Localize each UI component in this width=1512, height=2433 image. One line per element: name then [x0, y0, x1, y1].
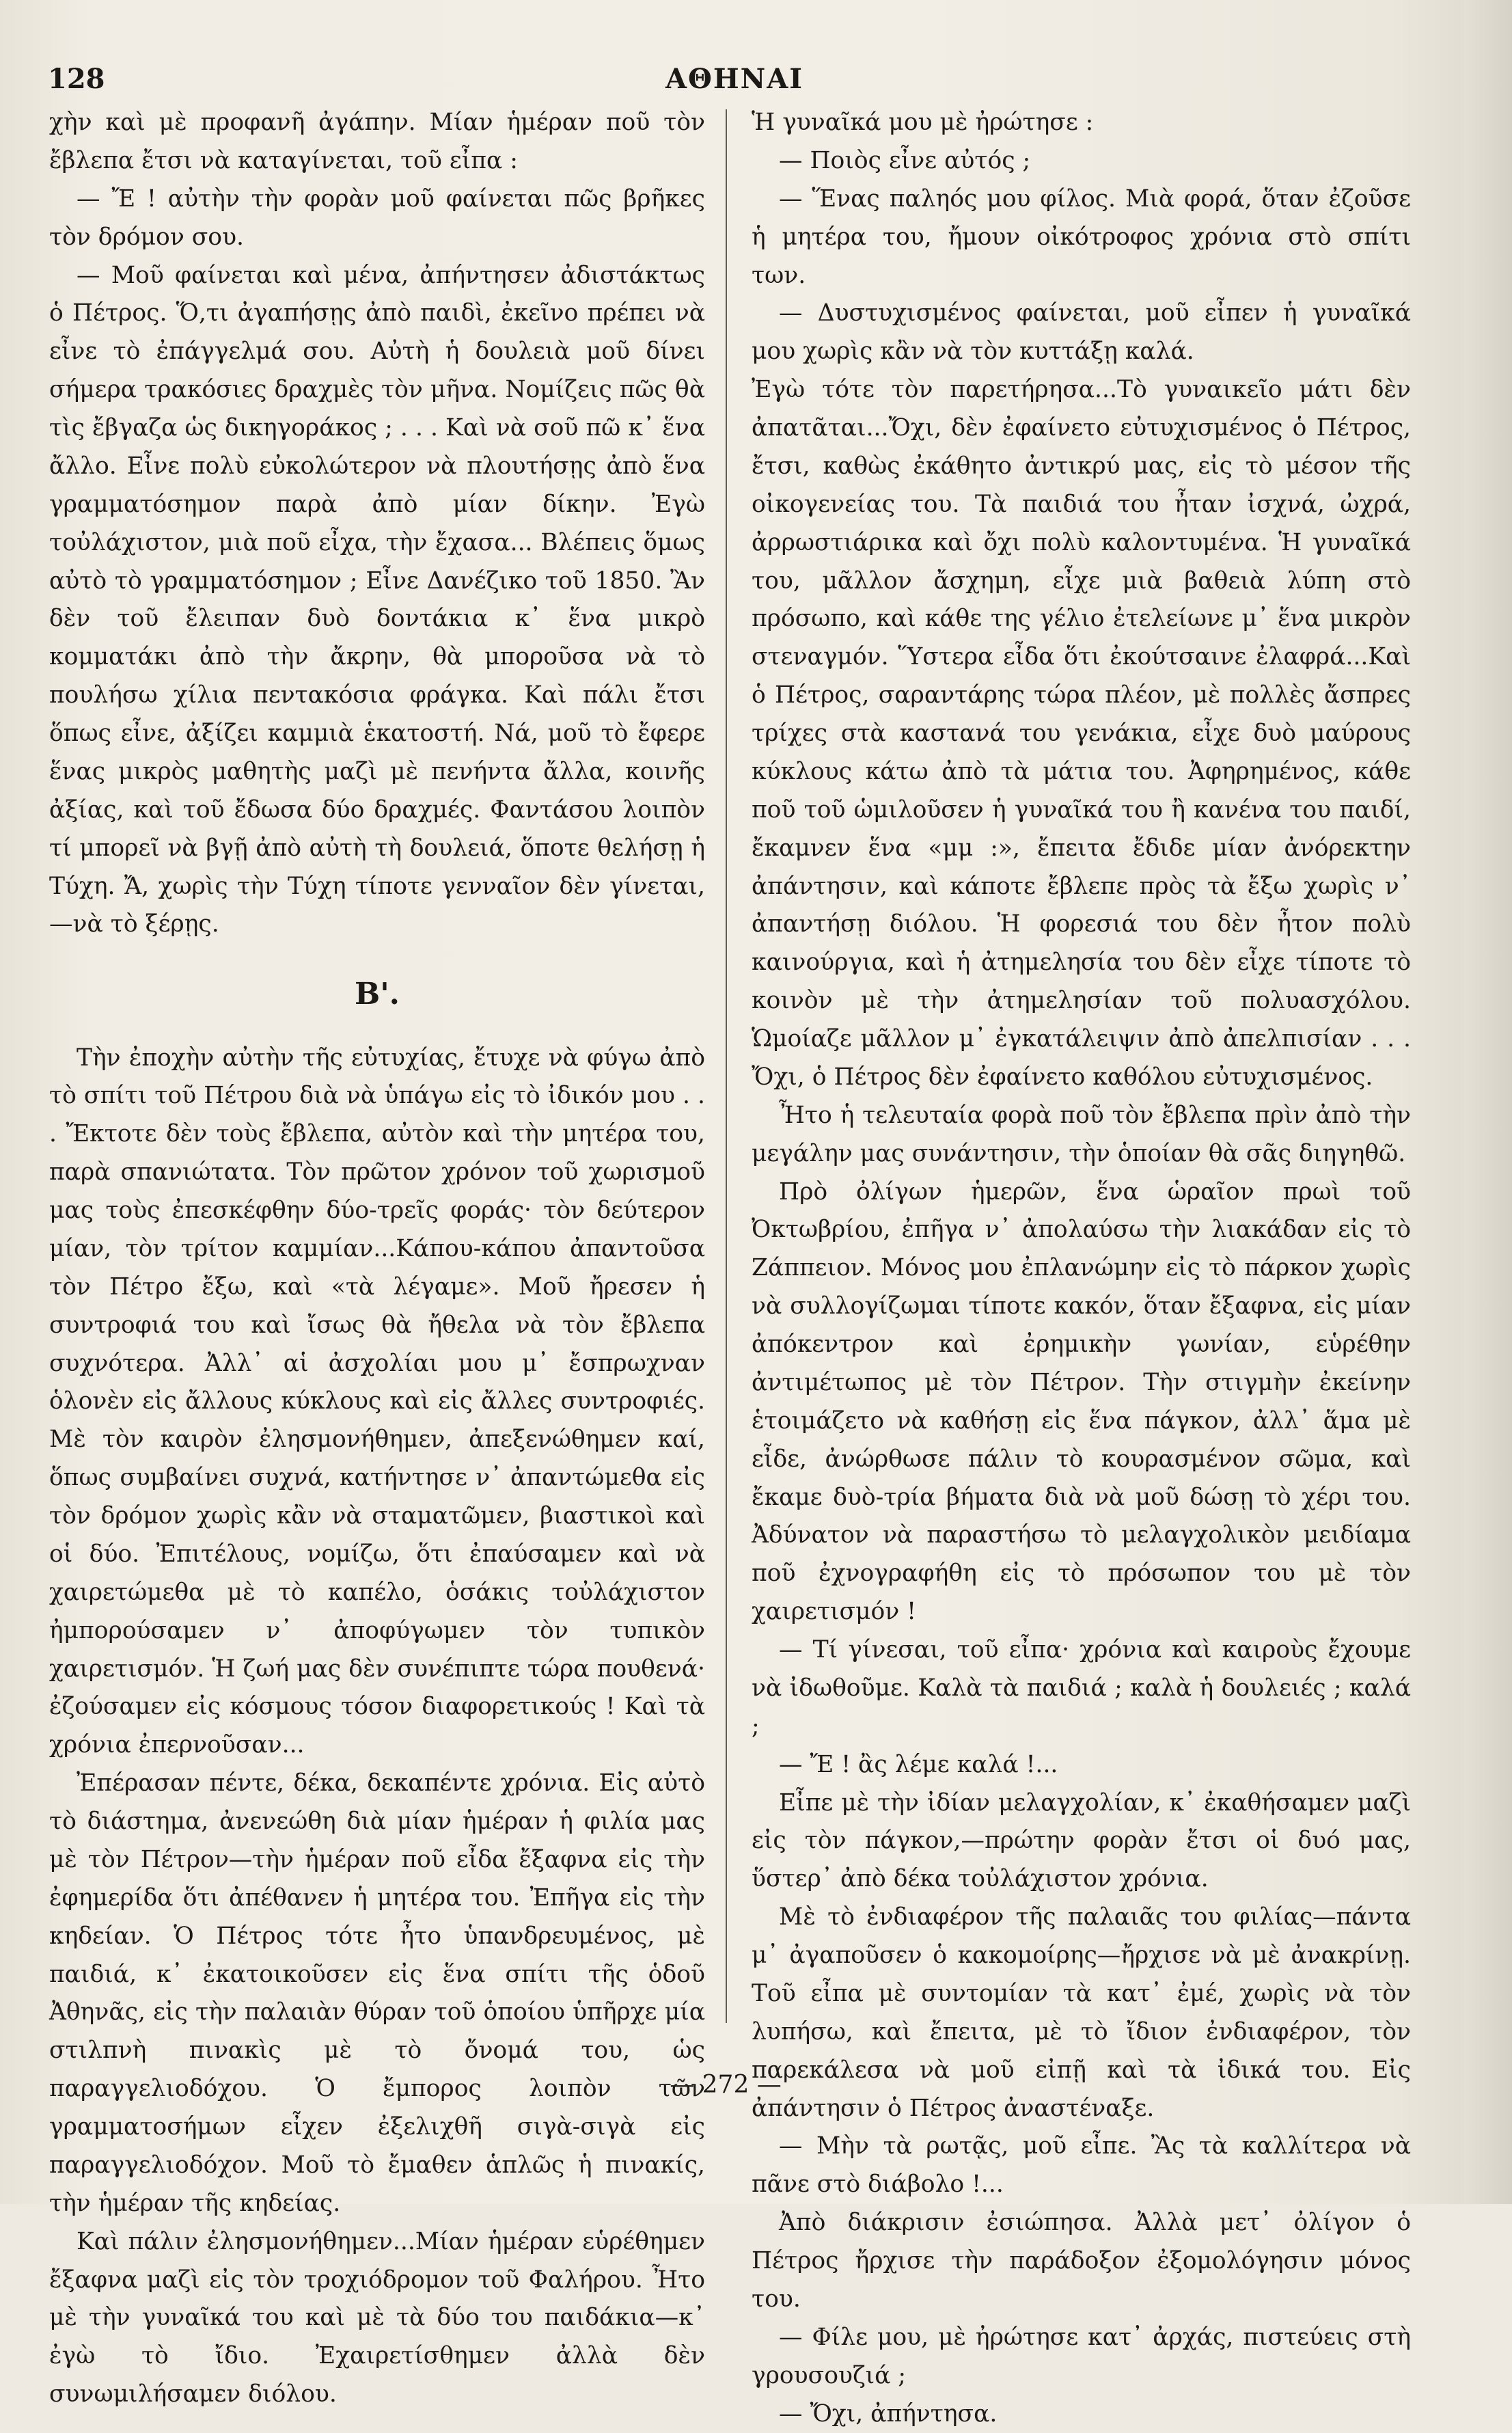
right-paragraph-3: — Ἕνας παληός μου φίλος. Μιὰ φορά, ὅταν ἐζοῦσε ἡ μητέρα του, ἤμουν οἰκότροφος χρόνια στὸ σπίτι των. — [752, 180, 1411, 295]
right-paragraph-4: — Δυστυχισμένος φαίνεται, μοῦ εἶπεν ἡ γυναῖκά μου χωρὶς κἂν νὰ τὸν κυττάξῃ καλά. — [752, 295, 1411, 371]
left-column — [49, 104, 705, 2414]
section-mark: Β'. — [49, 970, 705, 1018]
page-number: 128 — [48, 63, 105, 95]
right-column — [752, 104, 1411, 2433]
right-paragraph-7: Πρὸ ὀλίγων ἡμερῶν, ἕνα ὡραῖον πρωὶ τοῦ Ὀκτωβρίου, ἐπῆγα ν᾽ ἀπολαύσω τὴν λιακάδαν εἰς τὸ Ζάππειον. Μόνος μου ἐπλανώμην εἰς τὸ πάρκον χωρὶς νὰ συλλογίζωμαι τίποτε κακόν, ὅταν ἔξαφνα, εἰς μίαν ἀπόκεντρον καὶ ἐρημικὴν γωνίαν, εὑρέθην ἀντιμέτωπος μὲ τὸν Πέτρον. Τὴν στιγμὴν ἐκείνην ἑτοιμάζετο νὰ καθήσῃ εἰς ἕνα πάγκον, ἀλλ᾽ ἅμα μὲ εἶδε, ἀνώρθωσε πάλιν τὸ κουρασμένον σῶμα, καὶ ἔκαμε δυὸ-τρία βήματα διὰ νὰ μοῦ δώσῃ τὸ χέρι του. Ἀδύνατον νὰ παραστήσω τὸ μελαγχολικὸν μειδίαμα ποῦ ἐχνογραφήθη εἰς τὸ πρόσωπον του μὲ τὸν χαιρετισμόν ! — [752, 1173, 1411, 1632]
right-paragraph-15: — Ὄχι, ἀπήντησα. — [752, 2395, 1411, 2433]
left-paragraph-1: χὴν καὶ μὲ προφανῆ ἀγάπην. Μίαν ἡμέραν ποῦ τὸν ἔβλεπα ἔτσι νὰ καταγίνεται, τοῦ εἶπα : — [49, 104, 705, 180]
adjacent-page-edge — [1464, 0, 1512, 2204]
right-paragraph-14: — Φίλε μου, μὲ ἠρώτησε κατ᾽ ἀρχάς, πιστεύεις στὴ γρουσουζιά ; — [752, 2319, 1411, 2395]
left-paragraph-4: Τὴν ἐποχὴν αὐτὴν τῆς εὐτυχίας, ἔτυχε νὰ φύγω ἀπὸ τὸ σπίτι τοῦ Πέτρου διὰ νὰ ὑπάγω εἰς τὸ ἰδικόν μου . . . Ἔκτοτε δὲν τοὺς ἔβλεπα, αὐτὸν καὶ τὴν μητέρα του, παρὰ σπανιώτατα. Τὸν πρῶτον χρόνον τοῦ χωρισμοῦ μας τοὺς ἐπεσκέφθην δύο-τρεῖς φοράς· τὸν δεύτερον μίαν, τὸν τρίτον καμμίαν...Κάπου-κάπου ἀπαντοῦσα τὸν Πέτρο ἔξω, καὶ «τὰ λέγαμε». Μοῦ ἤρεσεν ἡ συντροφιά του καὶ ἴσως θὰ ἤθελα νὰ τὸν ἔβλεπα συχνότερα. Ἀλλ᾽ αἱ ἀσχολίαι μου μ᾽ ἔσπρωχναν ὁλονὲν εἰς ἄλλους κύκλους καὶ εἰς ἄλλες συντροφιές. Μὲ τὸν καιρὸν ἐλησμονήθημεν, ἀπεξενώθημεν καί, ὅπως συμβαίνει συχνά, κατήντησε ν᾽ ἀπαντώμεθα εἰς τὸν δρόμον χωρὶς κἂν νὰ σταματῶμεν, βιαστικοὶ καὶ οἱ δύο. Ἐπιτέλους, νομίζω, ὅτι ἐπαύσαμεν καὶ νὰ χαιρετώμεθα μὲ τὸ καπέλο, ὁσάκις τοὐλάχιστον ἠμπορούσαμεν ν᾽ ἀποφύγωμεν τὸν τυπικὸν χαιρετισμόν. Ἡ ζωή μας δὲν συνέπιπτε τώρα πουθενά· ἐζούσαμεν εἰς κόσμους τόσον διαφορετικούς ! Καὶ τὰ χρόνια ἐπερνοῦσαν... — [49, 1039, 705, 1765]
running-title: ΑΘΗΝΑΙ — [48, 63, 1421, 95]
right-paragraph-2: — Ποιὸς εἶνε αὐτός ; — [752, 142, 1411, 180]
right-paragraph-10: Εἶπε μὲ τὴν ἰδίαν μελαγχολίαν, κ᾽ ἐκαθήσαμεν μαζὶ εἰς τὸν πάγκον,—πρώτην φορὰν ἔτσι οἱ δυό μας, ὕστερ᾽ ἀπὸ δέκα τοὐλάχιστον χρόνια. — [752, 1784, 1411, 1899]
right-paragraph-1: Ἡ γυναῖκά μου μὲ ἠρώτησε : — [752, 104, 1411, 142]
right-paragraph-5: Ἐγὼ τότε τὸν παρετήρησα...Τὸ γυναικεῖο μάτι δὲν ἀπατᾶται...Ὄχι, δὲν ἐφαίνετο εὐτυχισμένος ὁ Πέτρος, ἔτσι, καθὼς ἐκάθητο ἀντικρύ μας, εἰς τὸ μέσον τῆς οἰκογενείας του. Τὰ παιδιά του ἦταν ἰσχνά, ὠχρά, ἀρρωστιάρικα καὶ ὄχι πολὺ καλοντυμένα. Ἡ γυναῖκά του, μᾶλλον ἄσχημη, εἶχε μιὰ βαθειὰ λύπη στὸ πρόσωπο, καὶ κάθε της γέλιο ἐτελείωνε μ᾽ ἕνα μικρὸν στεναγμόν. Ὕστερα εἶδα ὅτι ἐκούτσαινε ἐλαφρά...Καὶ ὁ Πέτρος, σαραντάρης τώρα πλέον, μὲ πολλὲς ἄσπρες τρίχες στὰ καστανά του γενάκια, εἶχε δυὸ μαύρους κύκλους κάτω ἀπὸ τὰ μάτια του. Ἀφηρημένος, κάθε ποῦ τοῦ ὡμιλοῦσεν ἡ γυναῖκά του ἢ κανένα του παιδί, ἔκαμνεν ἕνα «μμ :», ἔπειτα ἔδιδε μίαν ἀνόρεκτην ἀπάντησιν, καὶ κάποτε ἔβλεπε πρὸς τὰ ἔξω χωρὶς ν᾽ ἀπαντήσῃ διόλου. Ἡ φορεσιά του δὲν ἦτον πολὺ καινούργια, καὶ ἡ ἀτημελησία του δὲν εἶχε τίποτε τὸ κοινὸν μὲ τὴν ἀτημελησίαν τοῦ πολυασχόλου. Ὡμοίαζε μᾶλλον μ᾽ ἐγκατάλειψιν ἀπὸ ἀπελπισίαν . . . Ὄχι, ὁ Πέτρος δὲν ἐφαίνετο καθόλου εὐτυχισμένος. — [752, 371, 1411, 1097]
right-paragraph-9: — Ἔ ! ἂς λέμε καλά !... — [752, 1746, 1411, 1784]
right-paragraph-13: Ἀπὸ διάκρισιν ἐσιώπησα. Ἀλλὰ μετ᾽ ὀλίγον ὁ Πέτρος ἤρχισε τὴν παράδοξον ἐξομολόγησιν μόνος του. — [752, 2204, 1411, 2319]
left-paragraph-3: — Μοῦ φαίνεται καὶ μένα, ἀπήντησεν ἀδιστάκτως ὁ Πέτρος. Ὅ,τι ἀγαπήσῃς ἀπὸ παιδὶ, ἐκεῖνο πρέπει νὰ εἶνε τὸ ἐπάγγελμά σου. Αὐτὴ ἡ δουλειὰ μοῦ δίνει σήμερα τρακόσιες δραχμὲς τὸν μῆνα. Νομίζεις πῶς θὰ τὶς ἔβγαζα ὡς δικηγοράκος ; . . . Καὶ νὰ σοῦ πῶ κ᾽ ἕνα ἄλλο. Εἶνε πολὺ εὐκολώτερον νὰ πλουτήσῃς ἀπὸ ἕνα γραμματόσημον παρὰ ἀπὸ μίαν δίκην. Ἐγὼ τοὐλάχιστον, μιὰ ποῦ εἶχα, τὴν ἔχασα... Βλέπεις ὅμως αὐτὸ τὸ γραμματόσημον ; Εἶνε Δανέζικο τοῦ 1850. Ἂν δὲν τοῦ ἔλειπαν δυὸ δοντάκια κ᾽ ἕνα μικρὸ κομματάκι ἀπὸ τὴν ἄκρην, θὰ μποροῦσα νὰ τὸ πουλήσω χίλια πεντακόσια φράγκα. Καὶ πάλι ἔτσι ὅπως εἶνε, ἀξίζει καμμιὰ ἑκατοστή. Νά, μοῦ τὸ ἔφερε ἕνας μικρὸς μαθητὴς μαζὶ μὲ πενήντα ἄλλα, κοινῆς ἀξίας, καὶ τοῦ ἔδωσα δύο δραχμές. Φαντάσου λοιπὸν τί μπορεῖ νὰ βγῇ ἀπὸ αὐτὴ τὴ δουλειά, ὅποτε θελήσῃ ἡ Τύχη. Ἄ, χωρὶς τὴν Τύχη τίποτε γενναῖον δὲν γίνεται,—νὰ τὸ ξέρῃς. — [49, 257, 705, 944]
right-paragraph-8: — Τί γίνεσαι, τοῦ εἶπα· χρόνια καὶ καιροὺς ἔχουμε νὰ ἰδωθοῦμε. Καλὰ τὰ παιδιά ; καλὰ ἡ δουλειές ; καλά ; — [752, 1631, 1411, 1746]
column-divider — [726, 109, 727, 2023]
right-paragraph-11: Μὲ τὸ ἐνδιαφέρον τῆς παλαιᾶς του φιλίας—πάντα μ᾽ ἀγαποῦσεν ὁ κακομοίρης—ἤρχισε νὰ μὲ ἀνακρίνῃ. Τοῦ εἶπα μὲ συντομίαν τὰ κατ᾽ ἐμέ, χωρὶς νὰ τὸν λυπήσω, καὶ ἔπειτα, μὲ τὸ ἴδιον ἐνδιαφέρον, τὸν παρεκάλεσα νὰ μοῦ εἰπῇ καὶ τὰ ἰδικά του. Εἰς ἀπάντησιν ὁ Πέτρος ἀναστέναξε. — [752, 1899, 1411, 2128]
right-paragraph-12: — Μὴν τὰ ρωτᾷς, μοῦ εἶπε. Ἂς τὰ καλλίτερα νὰ πᾶνε στὸ διάβολο !... — [752, 2128, 1411, 2204]
page-header — [48, 63, 1421, 104]
left-paragraph-2: — Ἔ ! αὐτὴν τὴν φορὰν μοῦ φαίνεται πῶς βρῆκες τὸν δρόμον σου. — [49, 180, 705, 257]
left-paragraph-6: Καὶ πάλιν ἐλησμονήθημεν...Μίαν ἡμέραν εὑρέθημεν ἔξαφνα μαζὶ εἰς τὸν τροχιόδρομον τοῦ Φαλήρου. Ἦτο μὲ τὴν γυναῖκά του καὶ μὲ τὰ δύο του παιδάκια—κ᾽ ἐγὼ τὸ ἴδιο. Ἐχαιρετίσθημεν ἀλλὰ δὲν συνωμιλήσαμεν διόλου. — [49, 2223, 705, 2414]
right-paragraph-6: Ἦτο ἡ τελευταία φορὰ ποῦ τὸν ἔβλεπα πρὶν ἀπὸ τὴν μεγάλην μας συνάντησιν, τὴν ὁποίαν θὰ σᾶς διηγηθῶ. — [752, 1097, 1411, 1173]
left-paragraph-5: Ἐπέρασαν πέντε, δέκα, δεκαπέντε χρόνια. Εἰς αὐτὸ τὸ διάστημα, ἀνενεώθη διὰ μίαν ἡμέραν ἡ φιλία μας μὲ τὸν Πέτρον—τὴν ἡμέραν ποῦ εἶδα ἔξαφνα εἰς τὴν ἐφημερίδα ὅτι ἀπέθανεν ἡ μητέρα του. Ἐπῆγα εἰς τὴν κηδείαν. Ὁ Πέτρος τότε ἦτο ὑπανδρευμένος, μὲ παιδιά, κ᾽ ἐκατοικοῦσεν εἰς ἕνα σπίτι τῆς ὁδοῦ Ἀθηνᾶς, εἰς τὴν παλαιὰν θύραν τοῦ ὁποίου ὑπῆρχε μία στιλπνὴ πινακὶς μὲ τὸ ὄνομά του, ὡς παραγγελιοδόχου. Ὁ ἔμπορος λοιπὸν τῶν γραμματοσήμων εἶχεν ἐξελιχθῆ σιγὰ-σιγὰ εἰς παραγγελιοδόχον. Μοῦ τὸ ἔμαθεν ἁπλῶς ἡ πινακίς, τὴν ἡμέραν τῆς κηδείας. — [49, 1765, 705, 2223]
page-footer-number: — 272 — — [644, 2071, 808, 2099]
